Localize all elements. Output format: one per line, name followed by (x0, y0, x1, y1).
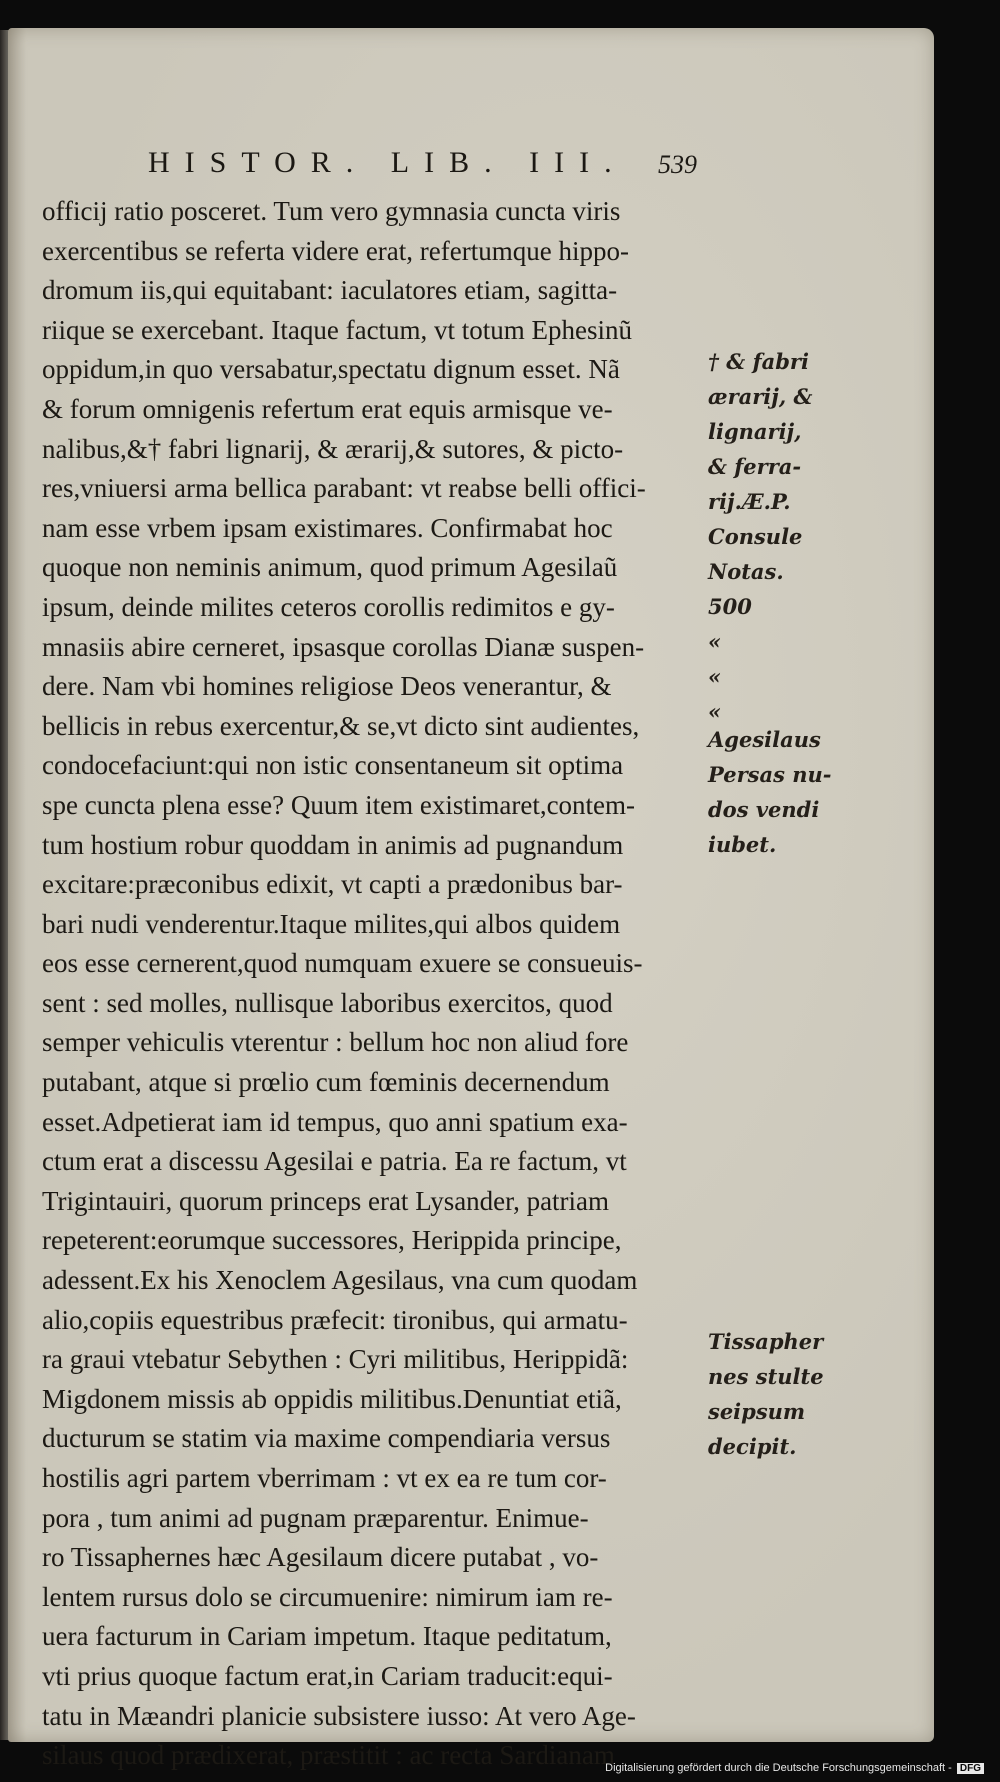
text-line: spe cuncta plena esse? Quum item existimaret,contem- (42, 789, 636, 820)
text-line: nam esse vrbem ipsam existimares. Confirmabat hoc (42, 512, 613, 543)
margin-note-line: seipsum (708, 1399, 806, 1424)
margin-note-line: Agesilaus (708, 727, 821, 752)
running-head: HISTOR. LIB. III. (148, 146, 627, 179)
margin-note-line: dos vendi (708, 797, 820, 822)
margin-note-line: ærarij, & (708, 384, 813, 409)
margin-note-line: « (708, 699, 722, 724)
text-line: repeterent:eorumque successores, Herippida principe, (42, 1225, 622, 1256)
margin-note-line: Consule (708, 524, 803, 549)
margin-note-line: rij.Æ.P. (708, 489, 791, 514)
text-line: eos esse cernerent,quod numquam exuere se consueuis- (42, 948, 643, 979)
margin-note-line: † & fabri (708, 349, 809, 374)
margin-note-quotation-marks (708, 589, 752, 729)
dfg-logo: DFG (957, 1763, 984, 1774)
margin-note-line: « (708, 629, 722, 654)
text-line: bari nudi venderentur.Itaque milites,qui albos quidem (42, 908, 621, 939)
text-line: putabant, atque si prœlio cum fœminis decernendum (42, 1067, 610, 1098)
margin-note-line: 500 (708, 594, 752, 619)
margin-note-tissaphernes (708, 1324, 824, 1464)
text-line: exercentibus se referta videre erat, refertumque hippo- (42, 235, 629, 266)
margin-note-line: iubet. (708, 832, 777, 857)
margin-note-line: « (708, 664, 722, 689)
text-line: ducturum se statim via maxime compendiaria versus (42, 1423, 611, 1454)
text-line: ipsum, deinde milites ceteros corollis redimitos e gy- (42, 591, 615, 622)
margin-note-line: decipit. (708, 1434, 797, 1459)
text-line: riique se exercebant. Itaque factum, vt totum Ephesinũ (42, 314, 633, 345)
margin-note-line: Notas. (708, 559, 784, 584)
margin-note-line: nes stulte (708, 1364, 824, 1389)
text-line: sent : sed molles, nullisque laboribus exercitos, quod (42, 987, 613, 1018)
text-line: Migdonem missis ab oppidis militibus.Denuntiat etiã, (42, 1383, 622, 1414)
digitization-credit (605, 1762, 984, 1774)
credit-text: Digitalisierung gefördert durch die Deutsche Forschungsgemeinschaft - (605, 1762, 952, 1774)
main-text-block (42, 192, 722, 1776)
text-line: tum hostium robur quoddam in animis ad pugnandum (42, 829, 624, 860)
page-number: 539 (658, 150, 697, 179)
text-line: adessent.Ex his Xenoclem Agesilaus, vna cum quodam (42, 1265, 638, 1296)
margin-note-line: Tissapher (708, 1329, 824, 1354)
margin-note-agesilaus (708, 722, 831, 862)
text-line: pora , tum animi ad pugnam præparentur. Enimue- (42, 1502, 589, 1533)
text-line: mnasiis abire cerneret, ipsasque corollas Dianæ suspen- (42, 631, 645, 662)
margin-note-line: lignarij, (708, 419, 802, 444)
margin-note-fabri (708, 344, 812, 589)
text-line: bellicis in rebus exercentur,& se,vt dicto sint audientes, (42, 710, 640, 741)
text-line: lentem rursus dolo se circumuenire: nimirum iam re- (42, 1581, 613, 1612)
text-line: quoque non neminis animum, quod primum Agesilaũ (42, 552, 618, 583)
margin-note-line: & ferra- (708, 454, 802, 479)
text-line: officij ratio posceret. Tum vero gymnasia cuncta viris (42, 196, 621, 226)
text-line: alio,copiis equestribus præfecit: tironibus, qui armatu- (42, 1304, 628, 1335)
text-line: silaus quod prædixerat, præstitit : ac recta Sardianam (42, 1740, 615, 1771)
text-line: vti prius quoque factum erat,in Cariam traducit:equi- (42, 1660, 613, 1691)
text-line: semper vehiculis vterentur : bellum hoc non aliud fore (42, 1027, 629, 1058)
text-line: hostilis agri partem vberrimam : vt ex ea re tum cor- (42, 1463, 607, 1493)
text-line: excitare:præconibus edixit, vt capti a prædonibus bar- (42, 869, 623, 900)
text-line: dromum iis,qui equitabant: iaculatores etiam, sagitta- (42, 275, 618, 306)
text-line: ro Tissaphernes hæc Agesilaum dicere putabat , vo- (42, 1542, 599, 1573)
text-line: tatu in Mæandri planicie subsistere iusso: At vero Age- (42, 1700, 636, 1731)
margin-note-line: Persas nu- (708, 762, 832, 787)
text-line: esset.Adpetierat iam id tempus, quo anni spatium exa- (42, 1106, 628, 1137)
text-line: nalibus,&† fabri lignarij, & ærarij,& sutores, & picto- (42, 433, 624, 464)
text-line: res,vniuersi arma bellica parabant: vt reabse belli offici- (42, 473, 646, 504)
text-line: Trigintauiri, quorum princeps erat Lysander, patriam (42, 1185, 610, 1216)
text-line: & forum omnigenis refertum erat equis armisque ve- (42, 393, 613, 424)
text-line: dere. Nam vbi homines religiose Deos venerantur, & (42, 671, 612, 702)
text-line: uera facturum in Cariam impetum. Itaque peditatum, (42, 1621, 612, 1652)
text-line: ra graui vtebatur Sebythen : Cyri militibus, Herippidã: (42, 1344, 629, 1375)
text-line: ctum erat a discessu Agesilai e patria. Ea re factum, vt (42, 1146, 627, 1177)
text-line: oppidum,in quo versabatur,spectatu dignum esset. Nã (42, 354, 620, 385)
text-line: condocefaciunt:qui non istic consentaneum sit optima (42, 750, 624, 781)
